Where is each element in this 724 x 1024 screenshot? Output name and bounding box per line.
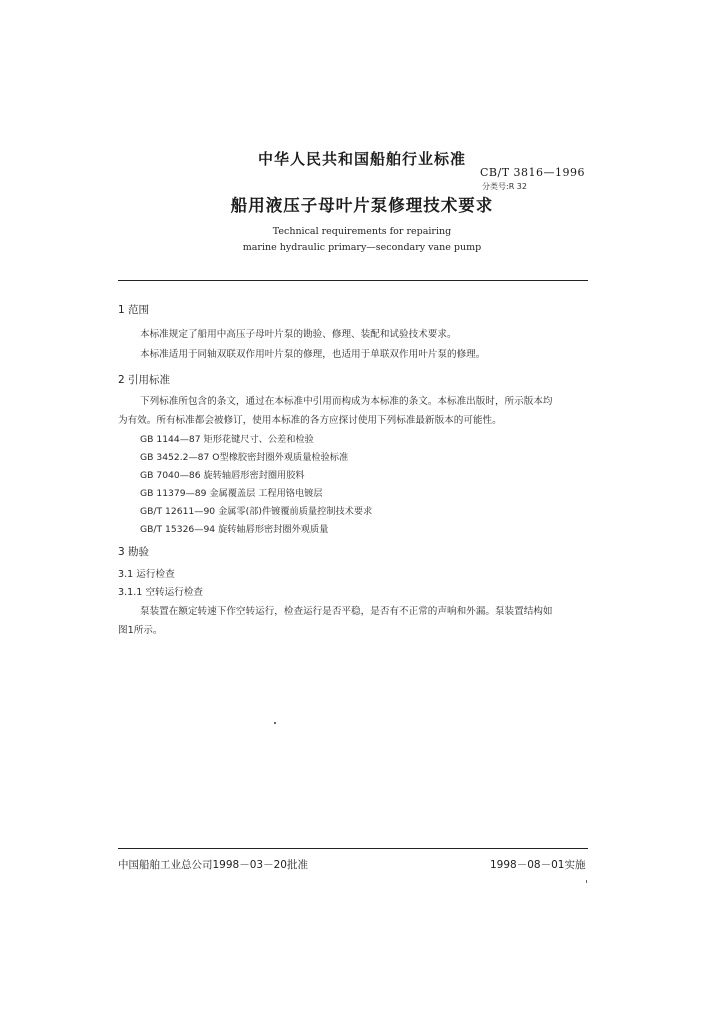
subsection-3-1-heading: 3.1 运行检查 bbox=[118, 569, 175, 580]
reference-item: GB 3452.2—87 O型橡胶密封圈外观质量检验标准 bbox=[140, 452, 349, 463]
implementation-date: 1998－08－01实施 bbox=[490, 859, 586, 871]
classification-number: 分类号:R 32 bbox=[482, 182, 527, 191]
reference-item: GB 1144—87 矩形花键尺寸、公差和检验 bbox=[140, 434, 314, 445]
issuing-authority: 中华人民共和国船舶行业标准 bbox=[257, 150, 466, 168]
standard-code: CB/T 3816—1996 bbox=[480, 166, 586, 179]
section-3-paragraph-line1: 泵装置在额定转速下作空转运行，检查运行是否平稳，是否有不正常的声响和外漏。泵装置结构如 bbox=[140, 606, 553, 617]
reference-item: GB/T 12611—90 金属零(部)件镀覆前质量控制技术要求 bbox=[140, 506, 373, 517]
section-2-intro-line2: 为有效。所有标准都会被修订，使用本标准的各方应探讨使用下列标准最新版本的可能性。 bbox=[118, 415, 502, 426]
subsection-3-1-1-heading: 3.1.1 空转运行检查 bbox=[118, 587, 204, 598]
section-3-paragraph-line2: 图1所示。 bbox=[118, 625, 163, 636]
approval-date: 中国船舶工业总公司1998－03－20批准 bbox=[118, 859, 308, 871]
section-2-intro-line1: 下列标准所包含的条文，通过在本标准中引用而构成为本标准的条文。本标准出版时，所示版本均 bbox=[140, 396, 553, 407]
reference-item: GB 7040—86 旋转轴唇形密封圈用胶料 bbox=[140, 470, 305, 481]
reference-item: GB 11379—89 金属覆盖层 工程用铬电镀层 bbox=[140, 488, 323, 499]
header-rule bbox=[118, 280, 588, 281]
section-1-heading: 1 范围 bbox=[118, 304, 150, 316]
footer-rule bbox=[118, 848, 588, 849]
title-english-line1: Technical requirements for repairing bbox=[272, 226, 452, 237]
reference-item: GB/T 15326—94 旋转轴唇形密封圈外观质量 bbox=[140, 524, 329, 535]
scan-speck bbox=[586, 880, 587, 883]
section-1-paragraph-1: 本标准规定了船用中高压子母叶片泵的勘验、修理、装配和试验技术要求。 bbox=[140, 329, 457, 340]
title-chinese: 船用液压子母叶片泵修理技术要求 bbox=[230, 196, 494, 215]
scan-speck bbox=[274, 722, 276, 724]
title-english-line2: marine hydraulic primary—secondary vane pump bbox=[242, 242, 482, 253]
section-2-heading: 2 引用标准 bbox=[118, 374, 171, 386]
section-1-paragraph-2: 本标准适用于同轴双联双作用叶片泵的修理，也适用于单联双作用叶片泵的修理。 bbox=[140, 349, 486, 360]
section-3-heading: 3 勘验 bbox=[118, 546, 150, 558]
